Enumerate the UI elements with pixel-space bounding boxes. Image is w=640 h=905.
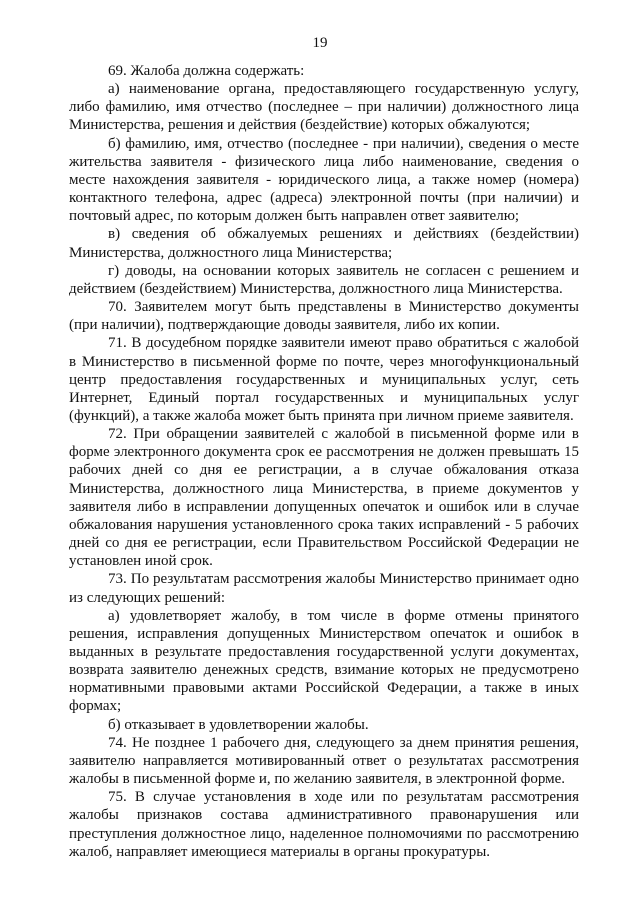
paragraph-75: 75. В случае установления в ходе или по результатам рассмотрения жалобы признаков состава административного правонарушения или преступления должностное лицо, наделенное полномочиями по рассмотрению жалоб, направляет имеющиеся материалы в органы прокуратуры. [69, 789, 579, 860]
paragraph-72: 72. При обращении заявителей с жалобой в письменной форме или в форме электронного документа срок ее рассмотрения не должен превышать 15 рабочих дней со дня ее регистрации, а в случае обжалования отказа Министерства, должностного лица Министерства, в приеме документов у заявителя либо в исправлении допущенных опечаток и ошибок или в случае обжалования нарушения установленного срока таких исправлений - 5 рабочих дней со дня ее регистрации, если Правительством Российской Федерации не установлен иной срок. [69, 426, 579, 570]
paragraph-73-heading: 73. По результатам рассмотрения жалобы Министерство принимает одно из следующих решений: [69, 571, 579, 606]
paragraph-74: 74. Не позднее 1 рабочего дня, следующего за днем принятия решения, заявителю направляется мотивированный ответ о результатах рассмотрения жалобы в письменной форме и, по желанию заявителя, в электронной форме. [69, 734, 579, 788]
paragraph-73-item-a: а) удовлетворяет жалобу, в том числе в форме отмены принятого решения, исправления допущенных Министерством опечаток и ошибок в выданных в результате предоставления государственной услуги документах, возврата заявителю денежных средств, взимание которых не предусмотрено нормативными правовыми актами Российской Федерации, а также в иных формах; [69, 607, 579, 715]
page-number: 19 [312, 35, 328, 51]
paragraph-69-item-a: а) наименование органа, предоставляющего государственную услугу, либо фамилию, имя отчество (последнее – при наличии) должностного лица Министерства, решения и действия (бездействие) которых обжалуются; [69, 81, 579, 134]
paragraph-73-item-b: б) отказывает в удовлетворении жалобы. [108, 716, 369, 733]
paragraph-69-item-v: в) сведения об обжалуемых решениях и действиях (бездействии) Министерства, должностного лица Министерства; [69, 226, 579, 261]
document-body [69, 62, 579, 861]
paragraph-69-item-b: б) фамилию, имя, отчество (последнее - при наличии), сведения о месте жительства заявителя - физического лица либо наименование, сведения о месте нахождения заявителя - юридического лица, а также номер (номера) контактного телефона, адрес (адреса) электронной почты (при наличии) и почтовый адрес, по которым должен быть направлен ответ заявителю; [69, 135, 579, 225]
paragraph-70: 70. Заявителем могут быть представлены в Министерство документы (при наличии), подтверждающие доводы заявителя, либо их копии. [69, 299, 579, 334]
paragraph-69-heading: 69. Жалоба должна содержать: [108, 63, 305, 79]
paragraph-69-item-g: г) доводы, на основании которых заявитель не согласен с решением и действием (бездействием) Министерства, должностного лица Министерства. [69, 262, 579, 297]
paragraph-71: 71. В досудебном порядке заявители имеют право обратиться с жалобой в Министерство в письменной форме по почте, через многофункциональный центр предоставления государственных и муниципальных услуг, сеть Интернет, Единый портал государственных и муниципальных услуг (функций), а также жалоба может быть принята при личном приеме заявителя. [69, 335, 579, 424]
